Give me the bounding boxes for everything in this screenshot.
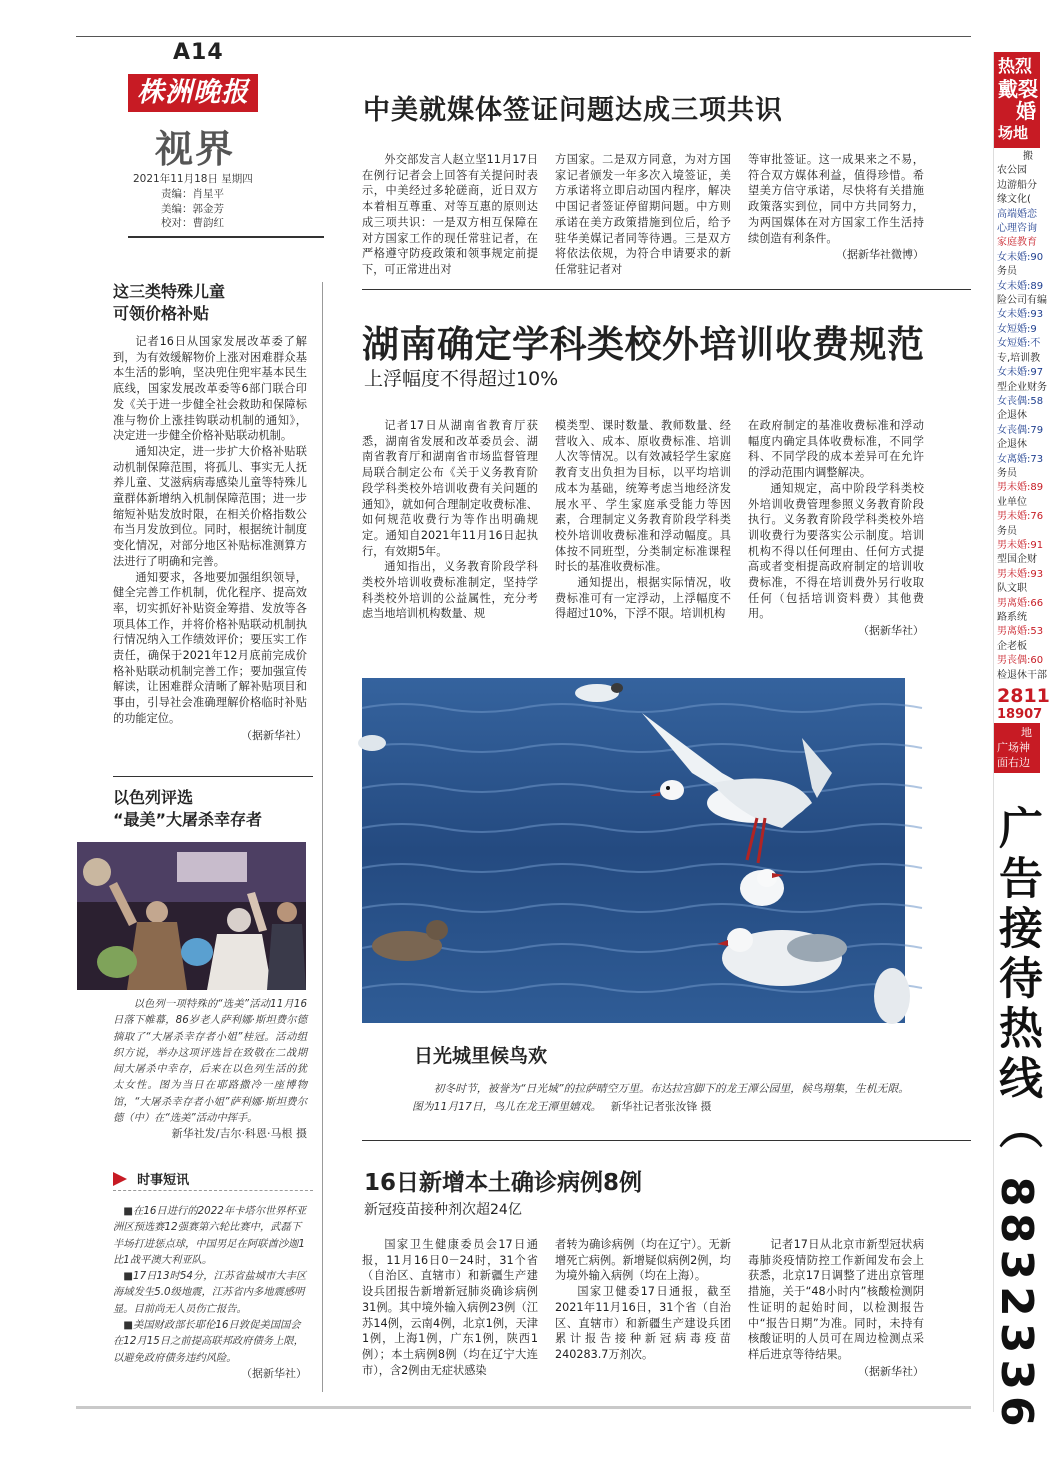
article2-title: 湖南确定学科类校外培训收费规范 [362, 323, 925, 366]
article3-para: 国家卫健委17日通报，截至2021年11月16日，31个省（自治区、直辖市）和新疆生产建设兵团累计报告接种新冠病毒疫苗240283.7万剂次。 [555, 1285, 731, 1361]
proofreader-credit: 校对：曹韵红 [161, 217, 224, 230]
ad-phone-1: 2811 [997, 685, 1050, 708]
left2-title-line2: “最美”大屠杀幸存者 [113, 810, 263, 829]
article1-bottom-rule [362, 289, 971, 290]
article3-para: 记者17日从北京市新型冠状病毒肺炎疫情防控工作新闻发布会上获悉，北京17日调整了进出京管理措施，关于“48小时内”核酸检测阴性证明的起始时间，以检测报告中“报告日期”为准。同时，未持有核酸证明的人员可在周边检测点采样后进京等待结果。 [748, 1238, 924, 1361]
ad-line: 队文职 [997, 583, 1027, 595]
ad-line: 男丧偶:60 [997, 655, 1044, 667]
ad-header [994, 52, 1040, 148]
masthead-meta [133, 172, 253, 231]
ad-line: 路系统 [997, 612, 1027, 623]
ad-address-1: 地 [1021, 726, 1032, 740]
paper-logo: 株洲晚报 [128, 74, 258, 112]
ad-line: 企退休 [997, 410, 1027, 422]
left2-title [113, 787, 262, 831]
ad-line: 女丧偶:58 [997, 395, 1044, 407]
ad-line: 农公园 [997, 165, 1027, 177]
ad-address-3: 面右边 [997, 756, 1030, 770]
ad-line: 女短婚:9 [997, 323, 1037, 335]
section-title: 视界 [155, 126, 236, 171]
page-number: A14 [173, 40, 224, 65]
survivors-photo [77, 842, 306, 990]
issue-date: 2021年11月18日 星期四 [133, 173, 253, 185]
ad-line: 高端婚恋 [997, 208, 1037, 220]
left1-title-line2: 可领价格补贴 [113, 304, 210, 323]
column-divider [322, 282, 323, 1392]
ad-line: 男离婚:66 [997, 597, 1044, 609]
ad-line: 女短婚:不 [997, 338, 1041, 350]
masthead-rule [128, 236, 324, 238]
article1-col2 [555, 152, 731, 278]
article2-col3 [748, 418, 924, 638]
ad-line: 男离婚:53 [997, 626, 1044, 638]
arrow-tag-icon [113, 1172, 127, 1186]
ad-line: 企老板 [997, 640, 1027, 652]
ad-line: 边游船分 [997, 179, 1037, 191]
photo-title: 日光城里候鸟欢 [414, 1045, 548, 1067]
left1-bottom-rule [113, 776, 313, 777]
gull-photo-art [362, 678, 905, 1023]
article2-col1 [362, 418, 538, 622]
left2-caption-block [113, 996, 307, 1143]
left2-credit: 新华社发/吉尔·科恩·马根 摄 [171, 1127, 307, 1141]
ad-line: 女丧偶:79 [997, 424, 1044, 436]
ad-line: 男未婚:91 [997, 539, 1044, 551]
ad-line: 型国企财 [997, 554, 1037, 566]
article3-title: 16日新增本土确诊病例8例 [364, 1170, 643, 1196]
article1-col1 [362, 152, 538, 278]
briefs-label: 时事短讯 [137, 1173, 190, 1188]
top-rule [76, 36, 971, 37]
left1-para: 通知决定，进一步扩大价格补贴联动机制保障范围，将孤儿、事实无人抚养儿童、艾滋病病毒感染儿童等特殊儿童群体新增纳入机制保障范围；进一步缩短补贴发放时限，在相关价格指数公布当月发放到位。同时，根据统计制度变化情况，对部分地区补贴标准测算方法进行了明确和完善。 [113, 444, 307, 568]
ad-line: 务员 [997, 525, 1017, 537]
article3-credit: （据新华社） [858, 1364, 924, 1378]
left1-title [113, 281, 225, 325]
article1-para: 外交部发言人赵立坚11月17日在例行记者会上回答有关提问时表示，中美经过多轮磋商，近日双方本着相互尊重、对等互惠的原则达成三项共识：一是双方相互保障在对方国家工作的现任常驻记者，在严格遵守防疫政策和领事规定前提下，可正常进出对 [362, 153, 538, 276]
article2-credit: （据新华社） [858, 624, 924, 638]
ad-address [994, 723, 1040, 773]
bottom-rule [76, 1406, 971, 1409]
ad-line: 务员 [997, 467, 1017, 479]
ad-line: 心理咨询 [997, 223, 1037, 235]
left1-body [113, 334, 307, 743]
briefs-list [113, 1203, 307, 1382]
ad-line: 男未婚:93 [997, 568, 1044, 580]
left1-credit: （据新华社） [241, 728, 307, 742]
article3-para: 者转为确诊病例（均在辽宁）。无新增死亡病例。新增疑似病例2例，均为境外输入病例（均在上海）。 [555, 1238, 731, 1283]
article2-para: 通知指出，义务教育阶段学科类校外培训收费标准制定，坚持学科类校外培训的公益属性，充分考虑当地培训机构数量、规 [362, 560, 538, 621]
ad-line: 险公司有编 [997, 295, 1047, 307]
article1-para: 方国家。二是双方同意，为对方国家记者颁发一年多次入境签证，美方承诺将立即启动国内程序，解决中国记者签证停留期问题。中方则承诺在美方政策措施到位后，给予驻华美媒记者同等待遇。三是双方将依法依规，为符合申请要求的新任常驻记者对 [555, 153, 731, 276]
article3-col2 [555, 1237, 731, 1363]
ad-line: 专,培训教 [997, 352, 1041, 364]
photo-credit: 新华社记者张汝锋 摄 [610, 1100, 712, 1113]
ad-line: 务员 [997, 266, 1017, 278]
photo-caption: 初冬时节，被誉为“日光城”的拉萨晴空万里。布达拉宫脚下的龙王潭公园里，候鸟翔集，生机无限。图为11月17日，鸟儿在龙王潭里嬉戏。 [412, 1082, 910, 1113]
ad-phone-2: 18907 [997, 707, 1043, 723]
article1-title: 中美就媒体签证问题达成三项共识 [363, 95, 783, 126]
ad-line: 检退休干部 [997, 669, 1047, 681]
ad-line: 搬 [1023, 151, 1033, 162]
brief-item: ■在16日进行的2022年卡塔尔世界杯亚洲区预选赛12强赛第六轮比赛中，武磊下半场打进惩点球，中国男足在阿联酋沙迦1比1战平澳大利亚队。 [113, 1205, 307, 1266]
article2-subtitle: 上浮幅度不得超过10% [364, 368, 559, 390]
designer-credit: 美编：郭金芳 [161, 202, 224, 215]
left2-caption: 以色列一项特殊的“选美”活动11月16日落下帷幕，86岁老人萨利娜·斯坦费尔德摘取了“大屠杀幸存者小姐”桂冠。活动组织方说，举办这项评选旨在致敬在二战期间大屠杀中幸存，后来在以色列生活的犹太女性。图为当日在耶路撒冷一座博物馆，“大屠杀幸存者小姐”萨利娜·斯坦费尔德（中）在“选美”活动中挥手。 [113, 998, 307, 1125]
ad-strip [991, 52, 1050, 1433]
article2-para: 在政府制定的基准收费标准和浮动幅度内确定具体收费标准，不同学科、不同学段的成本差异可在允许的浮动范围内调整解决。 [748, 419, 924, 480]
article2-para: 模类型、课时数量、教师数量、经营收入、成本、原收费标准、培训人次等情况。以有效减轻学生家庭教育支出负担为目标，以平均培训成本为基础，统筹考虑当地经济发展水平、学生家庭承受能力等因素，合理制定义务教育阶段学科类校外培训收费标准和浮动幅度。具体按不同班型，分类制定标准课程时长的基准收费标准。 [555, 419, 731, 574]
ad-line: 女未婚:90 [997, 251, 1044, 263]
ad-line: 家庭教育 [997, 237, 1037, 249]
left1-title-line1: 这三类特殊儿童 [113, 282, 226, 301]
left1-para: 记者16日从国家发展改革委了解到，为有效缓解物价上涨对困难群众基本生活的影响，坚决兜住兜牢基本民生底线，国家发展改革委等6部门联合印发《关于进一步健全社会救助和保障标准与物价上涨挂钩联动机制的通知》，决定进一步健全价格补贴联动机制。 [113, 335, 307, 443]
photo-bottom-rule [362, 1140, 971, 1141]
article3-col1 [362, 1237, 538, 1378]
ad-line: 男未婚:76 [997, 511, 1044, 523]
article2-para: 通知提出，根据实际情况，收费标准可有一定浮动，上浮幅度不得超过10%，下浮不限。培训机构 [555, 576, 731, 621]
article1-col3 [748, 152, 924, 262]
left2-title-line1: 以色列评选 [113, 788, 194, 807]
article1-para: 等审批签证。这一成果来之不易，符合双方媒体利益，值得珍惜。希望美方信守承诺，尽快将有关措施政策落实到位，同中方共同努力，为两国媒体在对方国家工作生活持续创造有利条件。 [748, 153, 924, 245]
ad-line: 男未婚:89 [997, 482, 1044, 494]
article3-para: 国家卫生健康委员会17日通报，11月16日0－24时，31个省（自治区、直辖市）和新疆生产建设兵团报告新增新冠肺炎确诊病例31例。其中境外输入病例23例（江苏14例，云南4例，北京1例，天津1例，上海1例，广东1例，陕西1例）；本土病例8例（均在辽宁大连市），含2例由无症状感染 [362, 1238, 538, 1377]
article2-para: 记者17日从湖南省教育厅获悉，湖南省发展和改革委员会、湖南省教育厅和湖南省市场监督管理局联合制定公布《关于义务教育阶段学科类校外培训收费有关问题的通知》，就如何合理制定收费标准、如何规范收费行为等作出明确规定。通知自2021年11月16日起执行，有效期5年。 [362, 419, 538, 558]
ad-line: 女未婚:89 [997, 280, 1044, 292]
brief-item: ■17日13时54分，江苏省盐城市大丰区海域发生5.0级地震，江苏省内多地震感明显。目前尚无人员伤亡报告。 [113, 1270, 307, 1315]
ad-address-2: 广场神 [997, 741, 1030, 755]
article3-subtitle: 新冠疫苗接种剂次超24亿 [364, 1202, 522, 1218]
ad-vertical-hotline: 广告接待热线（ 8832336 [991, 805, 1042, 1433]
article2-para: 通知规定，高中阶段学科类校外培训收费管理参照义务教育阶段执行。义务教育阶段学科类校外培训收费行为要落实公示制度。培训机构不得以任何理由、任何方式提高或者变相提高政府制定的培训收费标准，不得在培训费外另行收取任何（包括培训资料费）其他费用。 [748, 481, 924, 621]
briefs-credit: （据新华社） [241, 1366, 307, 1380]
left1-para: 通知要求，各地要加强组织领导，健全完善工作机制，优化程序、提高效率，切实抓好补贴资金筹措、发放等各项具体工作，并将价格补贴联动机制执行情况纳入工作绩效评价；要压实工作责任，确保于2021年12月底前完成价格补贴联动机制完善工作；要加强宣传解读，让困难群众清晰了解补贴项目和事由，引导社会准确理解价格临时补贴的功能定位。 [113, 570, 307, 725]
ad-listings [994, 148, 1047, 683]
ad-line: 型企业财务 [997, 381, 1047, 393]
gull-photo [362, 678, 905, 1023]
editor-credit: 责编：肖星平 [161, 187, 224, 200]
ad-heading-2: 戴裂 [998, 77, 1038, 101]
ad-heading-3: 婚 [1016, 99, 1036, 123]
photo-caption-block [412, 1080, 917, 1116]
ad-line: 业单位 [997, 496, 1027, 508]
article2-col2 [555, 418, 731, 622]
ad-line: 女离婚:73 [997, 453, 1044, 465]
ad-heading-4: 场地 [998, 124, 1029, 142]
survivors-photo-art [77, 842, 306, 990]
ad-line: 女未婚:93 [997, 309, 1044, 321]
briefs-header [113, 1168, 313, 1191]
article3-col3 [748, 1237, 924, 1379]
ad-line: 缘文化( [997, 194, 1031, 206]
article1-credit: （据新华社微博） [836, 248, 924, 262]
ad-line: 女未婚:97 [997, 367, 1044, 379]
ad-heading-1: 热烈 [998, 57, 1032, 77]
ad-line: 企退休 [997, 439, 1027, 451]
brief-item: ■美国财政部长耶伦16日敦促美国国会在12月15日之前提高联邦政府债务上限，以避免政府债务违约风险。 [113, 1319, 304, 1364]
